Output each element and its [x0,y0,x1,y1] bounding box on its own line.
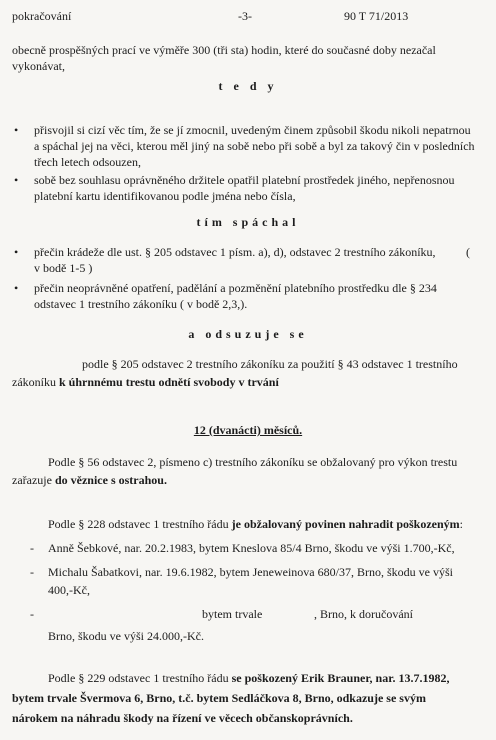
bullet-1-line-1: přisvojil si cizí věc tím, že se jí zmocnil, uvedeným činem způsobil škodu nikoli nepatrnou [34,123,471,137]
bullet-2-line-2: platební kartu identifikovanou podle jména nebo čísla, [34,189,296,203]
bullet-icon: • [14,123,19,137]
damages-item-3-c: Brno, škodu ve výši 24.000,-Kč. [48,629,204,643]
case-number: 90 T 71/2013 [344,9,409,23]
offense-1-paren: ( [466,245,470,259]
offense-2-line-1: přečin neoprávněné opatření, padělání a pozměnění platebního prostředku dle § 234 [34,281,437,295]
dash-icon: - [30,541,34,555]
dash-icon: - [30,565,34,579]
bullet-icon: • [14,281,19,295]
damages-intro-prefix: Podle § 228 odstavec 1 trestního řádu [48,517,232,531]
prison-line-2 [12,472,167,488]
bullet-icon: • [14,245,19,259]
bullet-1-line-2: a spáchal jej na věci, kterou měl jiný na sobě nebo při sobě a byl za takový čin v posledních [34,139,475,153]
damages-item-2-cont: 400,-Kč, [48,583,90,597]
damages-intro-suffix: : [459,517,464,531]
referral-line-2: bytem trvale Švermova 6, Brno, t.č. bytem Sedláčkova 8, Brno, odkazuje se svým [12,691,426,705]
offense-1-line-2: v bodě 1-5 ) [34,261,93,275]
sentence-line-2 [12,374,279,390]
prison-line-2-prefix: zařazuje [12,473,55,487]
referral-line-1-bold: se poškozený Erik Brauner, nar. 13.7.1982, [231,671,450,685]
damages-item-2: Michalu Šabatkovi, nar. 19.6.1982, bytem Jeneweinova 680/37, Brno, škodu ve výši [48,565,453,579]
damages-item-1: Anně Šebkové, nar. 20.2.1983, bytem Kneslova 85/4 Brno, škodu ve výši 1.700,-Kč, [48,541,455,555]
bullet-2-line-1: sobě bez souhlasu oprávněného držitele opatřil platební prostředek jiného, nepřenosnou [34,173,455,187]
intro-line-2: vykonávat, [12,59,65,73]
dash-icon: - [30,607,34,621]
sentence-line-2-bold: k úhrnnému trestu odnětí svobody v trvání [59,375,279,389]
referral-line-1-prefix: Podle § 229 odstavec 1 trestního řádu [48,671,232,685]
damages-item-3-b: , Brno, k doručování [314,607,413,621]
bullet-1-line-3: třech letech odsouzen, [34,155,141,169]
intro-line-1: obecně prospěšných prací ve výměře 300 (tři sta) hodin, které do současné doby nezačal [12,43,436,57]
offense-1-line-1: přečin krádeže dle ust. § 205 odstavec 1 písm. a), d), odstavec 2 trestního zákoníku, [34,245,436,259]
page-header [0,8,496,24]
prison-line-1: Podle § 56 odstavec 2, písmeno c) trestního zákoníku se obžalovaný pro výkon trestu [48,455,458,469]
prison-line-2-bold: do věznice s ostrahou. [54,473,167,487]
referral-line-3: nárokem na náhradu škody na řízení ve věcech občanskoprávních. [12,711,353,725]
heading-tim-spachal: tím spáchal [196,215,300,229]
sentence-duration: 12 (dvanácti) měsíců. [193,423,303,437]
referral-line-1 [48,670,488,686]
heading-odsuzuje: a odsuzuje se [188,327,308,341]
damages-intro-bold: je obžalovaný povinen nahradit poškozeným [231,517,460,531]
offense-2-line-2: odstavec 1 trestního zákoníku ( v bodě 2,3,). [34,297,248,311]
damages-item-3-a: bytem trvale [202,607,263,621]
header-left: pokračování [12,9,72,23]
bullet-icon: • [14,173,19,187]
heading-tedy: t e d y [218,79,278,93]
sentence-line-1: podle § 205 odstavec 2 trestního zákoníku za použití § 43 odstavec 1 trestního [82,357,458,371]
page-number: -3- [238,9,252,23]
damages-intro [48,516,463,532]
sentence-line-2-prefix: zákoníku [12,375,59,389]
